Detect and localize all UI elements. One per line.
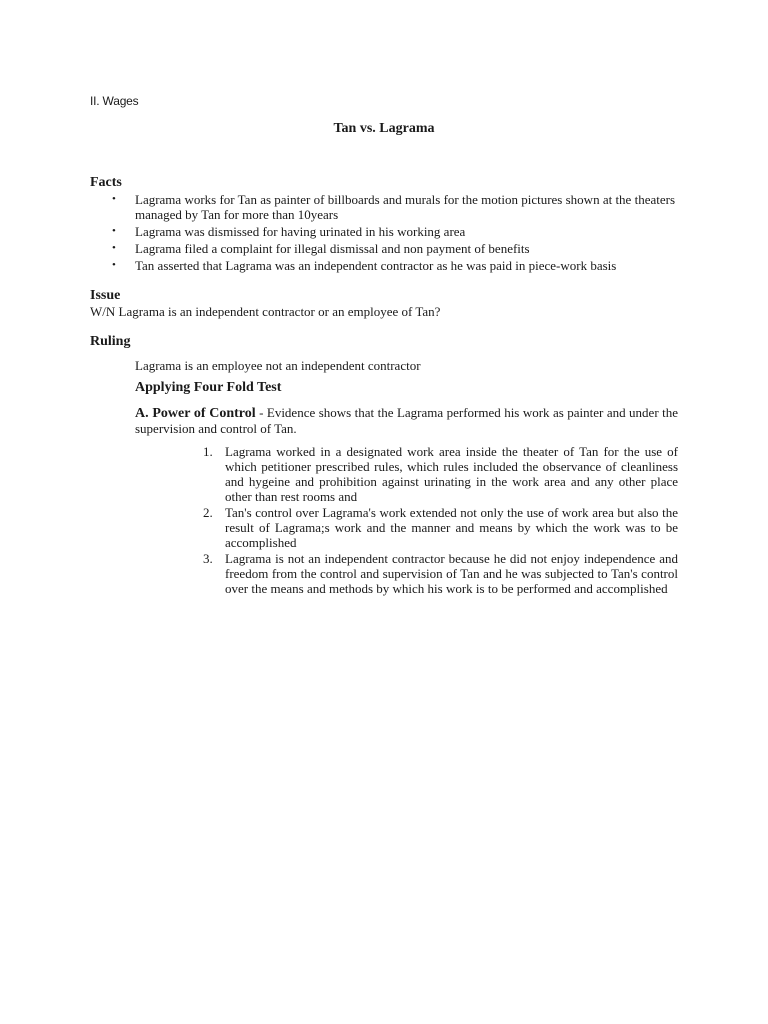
- list-number: 1.: [203, 444, 213, 459]
- four-fold-test-heading: Applying Four Fold Test: [135, 380, 282, 395]
- list-item: 1. Lagrama worked in a designated work area inside the theater of Tan for the use of which petitioner prescribed rules, which rules included the observance of cleanliness and hygeine and prohibition against urinating in the work area and any other place other than rest rooms and: [203, 444, 678, 504]
- issue-text: W/N Lagrama is an independent contractor or an employee of Tan?: [90, 304, 441, 319]
- ruling-text: Lagrama is an employee not an independent contractor: [135, 358, 421, 373]
- case-title: Tan vs. Lagrama: [333, 121, 435, 136]
- bullet-icon: •: [112, 193, 116, 205]
- list-item: 2. Tan's control over Lagrama's work extended not only the use of work area but also the result of Lagrama;s work and the manner and means by which the work was to be accomplished: [203, 505, 678, 550]
- power-of-control-lead: A. Power of Control: [135, 406, 256, 421]
- bullet-icon: •: [112, 259, 116, 271]
- facts-heading: Facts: [90, 175, 122, 190]
- ruling-heading: Ruling: [90, 334, 131, 349]
- list-item: 3. Lagrama is not an independent contractor because he did not enjoy independence and freedom from the control and supervision of Tan and he was subjected to Tan's control over the means and methods by which his work is to be performed and accomplished: [203, 551, 678, 596]
- list-number: 3.: [203, 551, 213, 566]
- bullet-icon: •: [112, 225, 116, 237]
- power-of-control-paragraph: [135, 405, 678, 436]
- facts-list: [90, 192, 680, 275]
- list-item: • Lagrama was dismissed for having urinated in his working area: [112, 224, 466, 239]
- power-of-control-text: - Evidence shows that the Lagrama performed his work as painter and under the supervision and control of Tan.: [135, 405, 678, 436]
- section-label: II. Wages: [90, 94, 139, 108]
- list-number: 2.: [203, 505, 213, 520]
- bullet-icon: •: [112, 242, 116, 254]
- list-item: • Tan asserted that Lagrama was an independent contractor as he was paid in piece-work basis: [112, 258, 617, 273]
- control-evidence-list: [200, 444, 678, 597]
- list-item: • Lagrama filed a complaint for illegal dismissal and non payment of benefits: [112, 241, 530, 256]
- list-item: • Lagrama works for Tan as painter of billboards and murals for the motion pictures shown at the theaters managed by Tan for more than 10years: [112, 192, 676, 222]
- issue-heading: Issue: [90, 288, 121, 303]
